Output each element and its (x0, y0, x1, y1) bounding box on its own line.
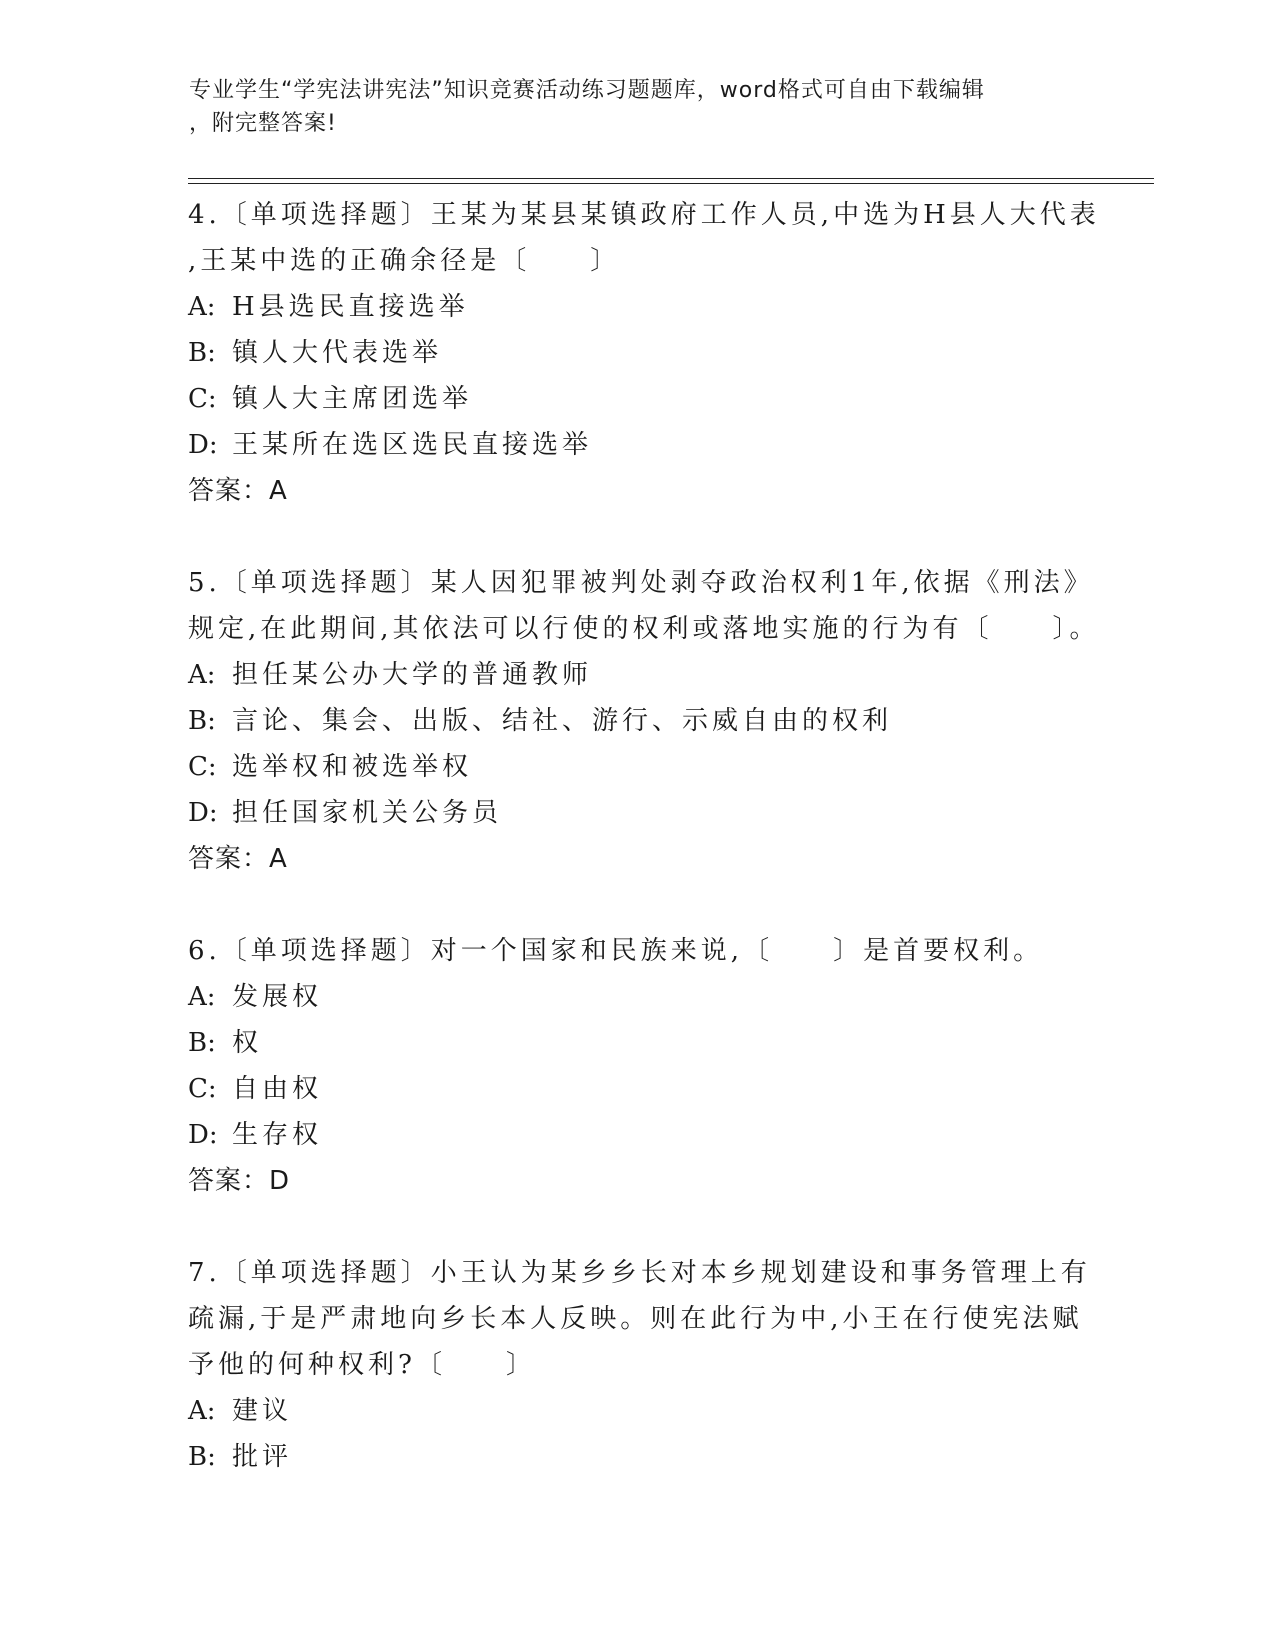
option-text: 担任国家机关公务员 (232, 798, 503, 828)
document-header (189, 74, 1069, 140)
option-text: 发展权 (232, 982, 323, 1012)
option-d (188, 790, 1088, 836)
question-text-line: 7.〔单项选择题〕小王认为某乡乡长对本乡规划建设和事务管理上有 (188, 1258, 1091, 1288)
option-text: 生存权 (232, 1120, 323, 1150)
option-text: 批评 (232, 1442, 293, 1472)
question-text-line: 4.〔单项选择题〕王某为某县某镇政府工作人员,中选为H县人大代表 (188, 200, 1100, 230)
option-text: 权 (232, 1028, 263, 1058)
option-key: A: (188, 660, 216, 690)
option-key: D: (188, 1120, 218, 1150)
question-text-line: 规定,在此期间,其依法可以行使的权利或落地实施的行为有〔 〕。 (188, 614, 1100, 644)
question-6 (188, 928, 1088, 1204)
option-text: 镇人大代表选举 (232, 338, 443, 368)
question-text-line: 6.〔单项选择题〕对一个国家和民族来说,〔 〕是首要权利。 (188, 936, 1044, 966)
header-divider-top (188, 178, 1154, 179)
header-line-2: ，附完整答案! (189, 111, 337, 136)
option-key: A: (188, 292, 216, 322)
option-c (188, 1066, 1088, 1112)
option-key: C: (188, 752, 217, 782)
option-key: D: (188, 430, 218, 460)
option-text: 王某所在选区选民直接选举 (232, 430, 593, 460)
option-text: 言论、集会、出版、结社、游行、示威自由的权利 (232, 706, 893, 736)
option-a (188, 652, 1088, 698)
question-list (188, 192, 1100, 1526)
option-key: B: (188, 1028, 216, 1058)
option-d (188, 1112, 1088, 1158)
answer-line: 答案：A (188, 844, 288, 874)
option-a (188, 974, 1088, 1020)
option-b (188, 330, 1088, 376)
question-text-line: 予他的何种权利?〔 〕 (188, 1350, 536, 1380)
option-text: H县选民直接选举 (232, 292, 469, 322)
option-a (188, 284, 1088, 330)
option-b (188, 1020, 1088, 1066)
answer-line: 答案：A (188, 476, 288, 506)
option-c (188, 744, 1088, 790)
question-text-line: 5.〔单项选择题〕某人因犯罪被判处剥夺政治权利1年,依据《刑法》 (188, 568, 1094, 598)
option-text: 担任某公办大学的普通教师 (232, 660, 593, 690)
option-key: D: (188, 798, 218, 828)
header-divider-bottom (188, 183, 1154, 184)
question-text-line: ,王某中选的正确余径是〔 〕 (188, 246, 621, 276)
option-b (188, 698, 1088, 744)
option-a (188, 1388, 1088, 1434)
option-text: 镇人大主席团选举 (232, 384, 473, 414)
question-7 (188, 1250, 1091, 1480)
option-key: C: (188, 384, 217, 414)
header-line-1: 专业学生“学宪法讲宪法”知识竞赛活动练习题题库，word格式可自由下载编辑 (189, 78, 985, 103)
option-key: A: (188, 982, 216, 1012)
option-text: 建议 (232, 1396, 293, 1426)
option-text: 自由权 (232, 1074, 323, 1104)
option-key: B: (188, 706, 216, 736)
question-5 (188, 560, 1100, 882)
answer-line: 答案：D (188, 1166, 291, 1196)
option-b (188, 1434, 1088, 1480)
question-text-line: 疏漏,于是严肃地向乡长本人反映。则在此行为中,小王在行使宪法赋 (188, 1304, 1083, 1334)
option-d (188, 422, 1088, 468)
option-c (188, 376, 1088, 422)
option-key: A: (188, 1396, 216, 1426)
question-4 (188, 192, 1100, 514)
option-key: B: (188, 338, 216, 368)
option-key: C: (188, 1074, 217, 1104)
option-key: B: (188, 1442, 216, 1472)
option-text: 选举权和被选举权 (232, 752, 473, 782)
